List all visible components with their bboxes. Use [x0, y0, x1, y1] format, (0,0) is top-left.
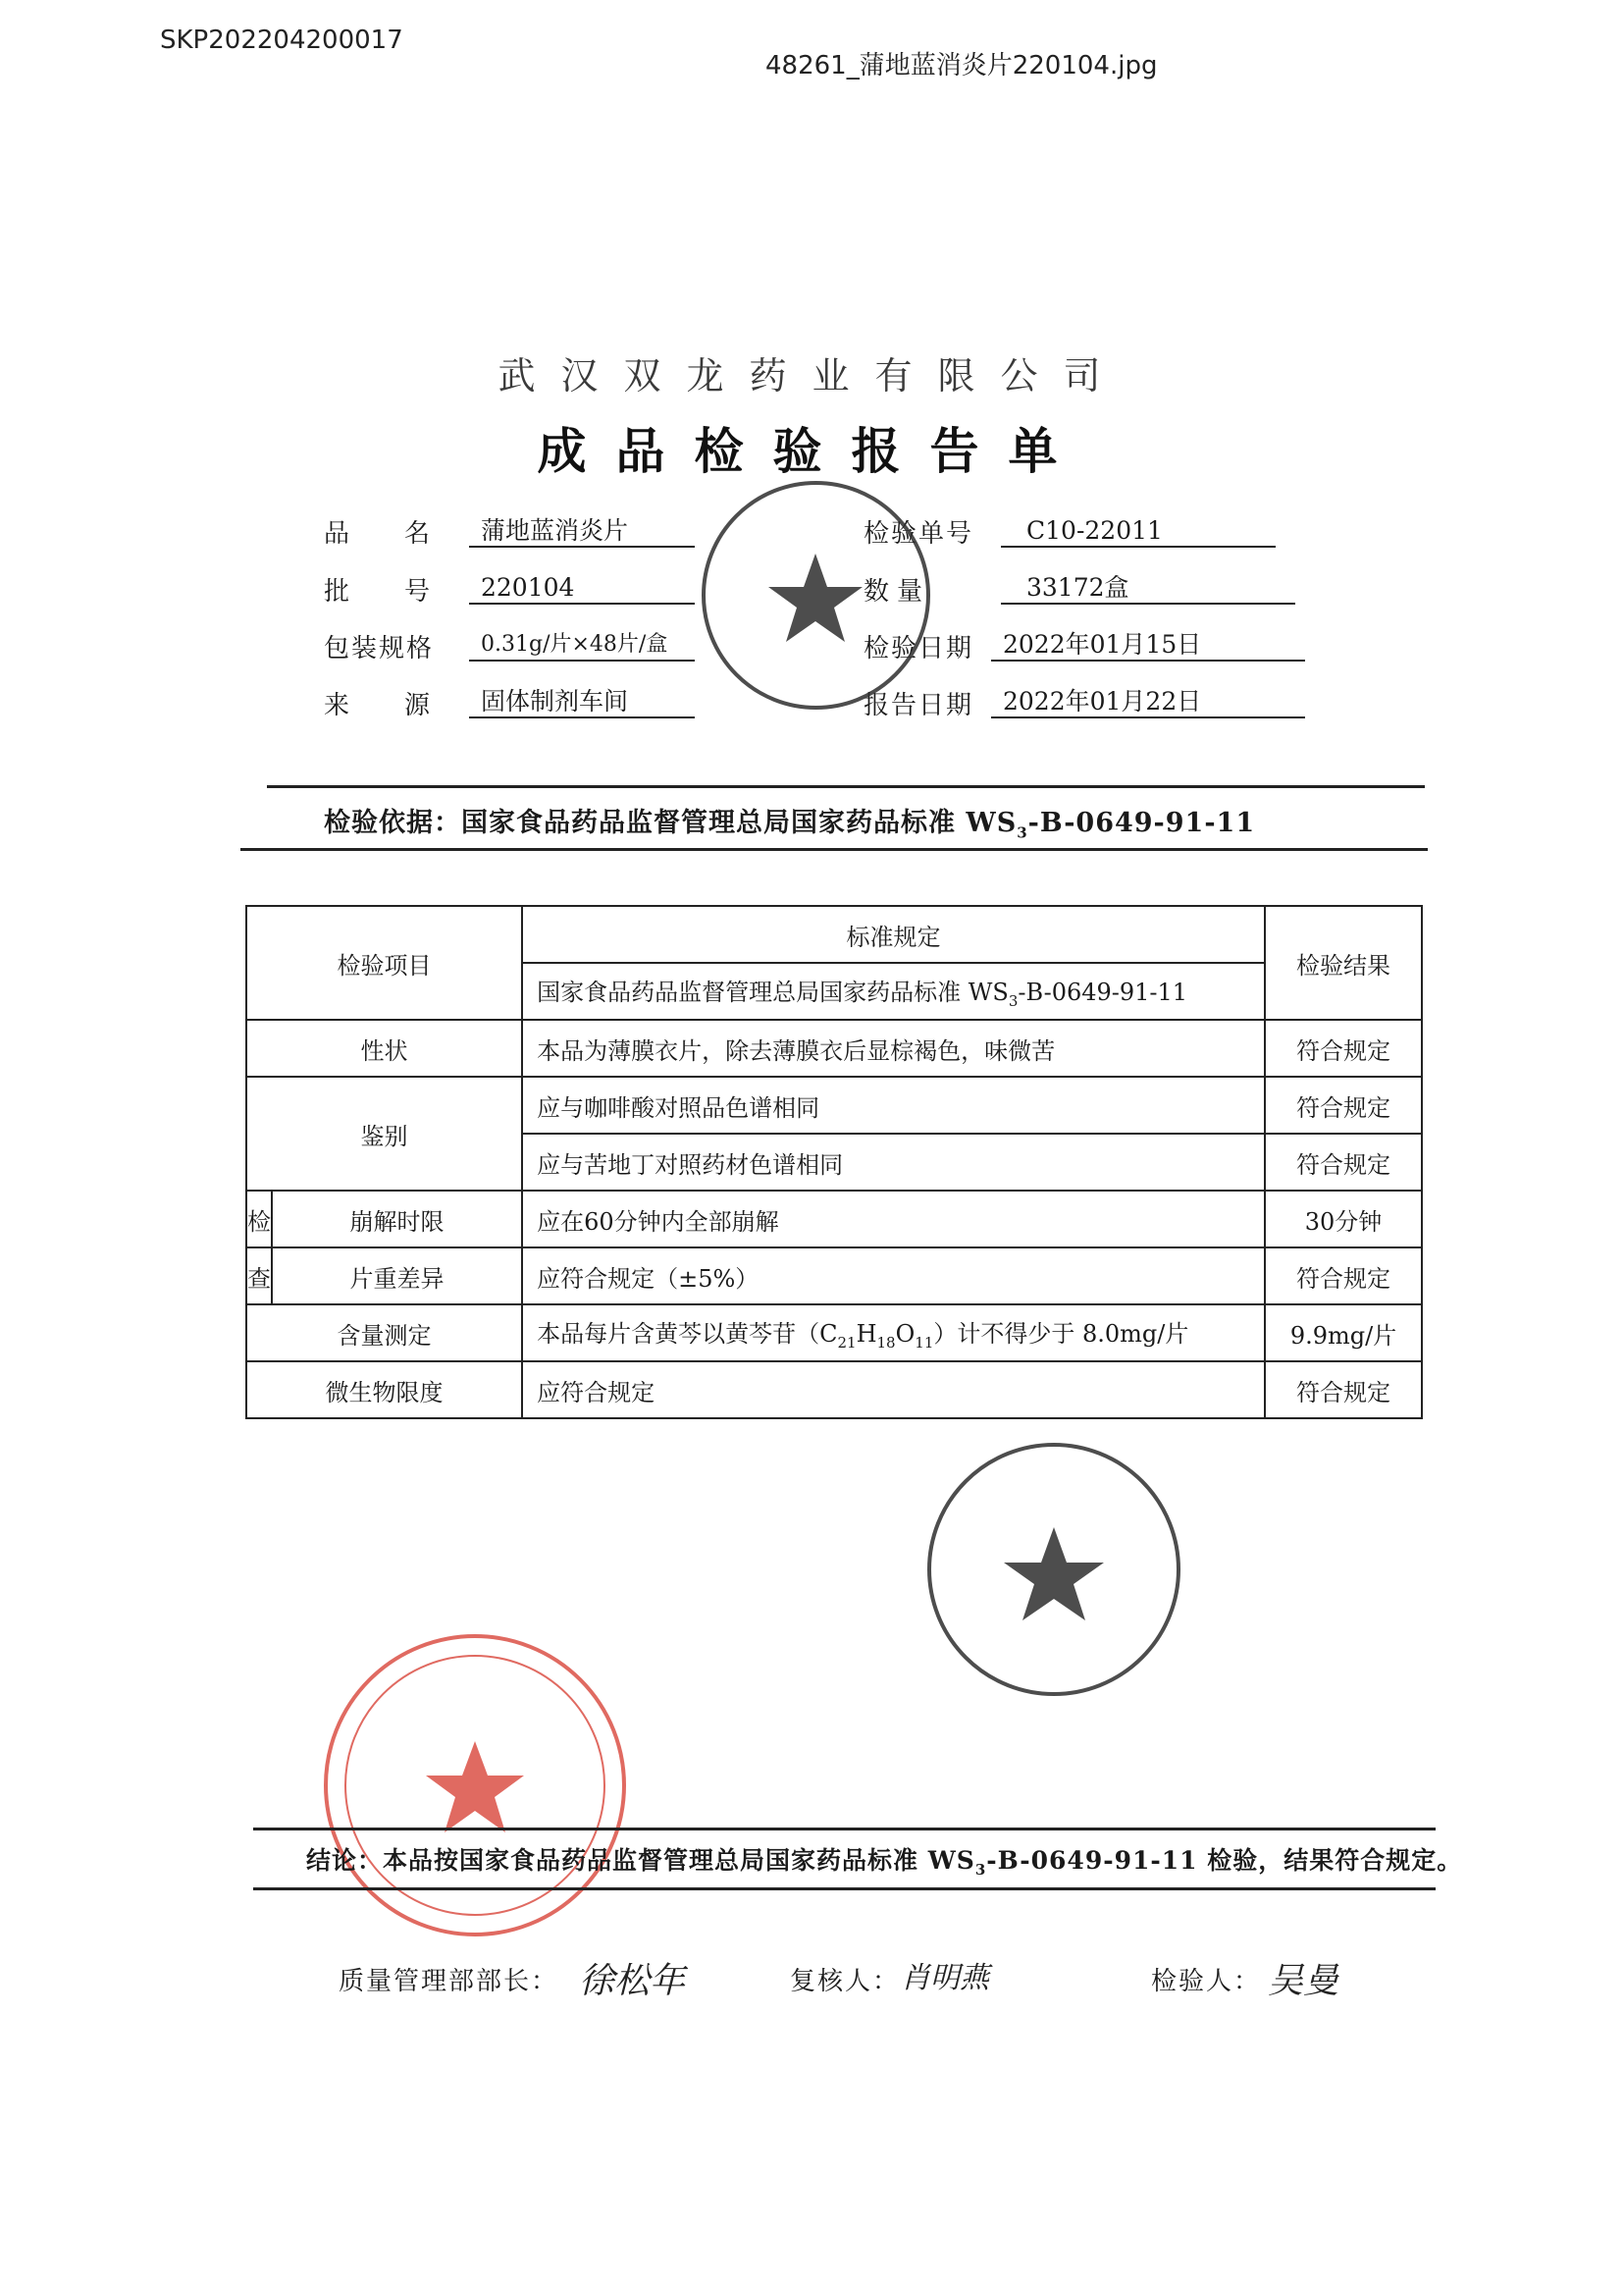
table-row: [246, 1077, 1422, 1134]
test-date-label: 检验日期: [864, 634, 974, 663]
star-icon: [931, 1447, 1177, 1692]
report-no-value: C10-22011: [1001, 514, 1276, 548]
col-item-header: 检验项目: [246, 906, 522, 1020]
col-standard-header: 标准规定: [522, 906, 1265, 963]
conclusion-text-b: -B-0649-91-11 检验，结果符合规定。: [986, 1846, 1463, 1875]
source-label: 来源: [324, 691, 486, 720]
qa-head-signature: 徐松年: [579, 1961, 686, 2001]
report-no-label: 检验单号: [864, 519, 974, 549]
report-date-label: 报告日期: [864, 691, 974, 720]
col-result-header: 检验结果: [1265, 906, 1422, 1020]
inspector-signature: 吴曼: [1268, 1961, 1339, 2001]
basis-text: 国家食品药品监督管理总局国家药品标准 WS: [461, 808, 1018, 838]
basis-sub: 3: [1017, 823, 1028, 842]
basis-text-b: -B-0649-91-11: [1027, 808, 1256, 838]
package-value: 0.31g/片×48片/盒: [469, 628, 695, 662]
table-row: [246, 1304, 1422, 1361]
row-standard: 本品每片含黄芩以黄芩苷$(C_{21}H_{18}O_{11})$计不得少于 8.0mg/片: [522, 1304, 1265, 1361]
inspection-stamp-header: [702, 481, 930, 710]
row-item: 鉴别: [246, 1077, 522, 1191]
red-seal: [324, 1634, 626, 1936]
row-result: 符合规定: [1265, 1134, 1422, 1191]
row-item: 含量测定: [246, 1304, 522, 1361]
row-result: 符合规定: [1265, 1361, 1422, 1418]
scan-filename: 48261_蒲地蓝消炎片220104.jpg: [765, 51, 1158, 80]
row-item: 性状: [246, 1020, 522, 1077]
inspection-stamp: [927, 1443, 1180, 1696]
row-result: 符合规定: [1265, 1247, 1422, 1304]
test-date-value: 2022年01月15日: [991, 628, 1305, 662]
package-label: 包装规格: [324, 634, 435, 663]
report-date-value: 2022年01月22日: [991, 685, 1305, 718]
row-item: 微生物限度: [246, 1361, 522, 1418]
row-group-char: 检: [246, 1191, 272, 1247]
basis-rule-top: [267, 785, 1425, 788]
row-standard: 应符合规定: [522, 1361, 1265, 1418]
conclusion-rule-bottom: [253, 1887, 1436, 1890]
table-header-row: [246, 906, 1422, 963]
table-row: [246, 1247, 1422, 1304]
row-item: 片重差异: [272, 1247, 522, 1304]
conclusion: [306, 1841, 1462, 1879]
row-group-char: 查: [246, 1247, 272, 1304]
report-title: 成品检验报告单: [537, 422, 1087, 480]
reviewer-label: 复核人：: [790, 1967, 901, 1996]
basis-rule-bottom: [240, 848, 1428, 851]
row-standard: 应与苦地丁对照药材色谱相同: [522, 1134, 1265, 1191]
reviewer-signature: 肖明燕: [901, 1961, 989, 1995]
row-standard: 应与咖啡酸对照品色谱相同: [522, 1077, 1265, 1134]
product-name-value: 蒲地蓝消炎片: [469, 514, 695, 548]
batch-label: 批号: [324, 577, 486, 607]
row-result: 9.9mg/片: [1265, 1304, 1422, 1361]
star-icon: [706, 485, 926, 706]
row-standard: 本品为薄膜衣片，除去薄膜衣后显棕褐色，味微苦: [522, 1020, 1265, 1077]
conclusion-label: 结论：: [306, 1846, 384, 1875]
source-value: 固体制剂车间: [469, 685, 695, 718]
batch-value: 220104: [469, 571, 695, 605]
qa-head-label: 质量管理部部长：: [339, 1967, 559, 1996]
row-result: 符合规定: [1265, 1077, 1422, 1134]
row-item: 崩解时限: [272, 1191, 522, 1247]
conclusion-rule-top: [253, 1828, 1436, 1830]
scan-doc-id: SKP202204200017: [160, 26, 403, 55]
table-row: [246, 1020, 1422, 1077]
row-standard: 应在60分钟内全部崩解: [522, 1191, 1265, 1247]
table-row: [246, 1191, 1422, 1247]
results-table: [245, 905, 1423, 1419]
row-standard: 应符合规定（±5%）: [522, 1247, 1265, 1304]
basis-label: 检验依据：: [324, 808, 461, 838]
inspection-basis: [324, 801, 1255, 841]
company-name: 武汉双龙药业有限公司: [498, 354, 1126, 398]
inspector-label: 检验人：: [1151, 1967, 1262, 1996]
product-name-label: 品名: [324, 519, 486, 549]
row-result: 符合规定: [1265, 1020, 1422, 1077]
conclusion-sub: 3: [974, 1861, 987, 1879]
col-standard-subheader: 国家食品药品监督管理总局国家药品标准 $WS_3-B-0649-91-11$: [522, 963, 1265, 1020]
row-result: 30分钟: [1265, 1191, 1422, 1247]
conclusion-text: 本品按国家食品药品监督管理总局国家药品标准 WS: [383, 1846, 975, 1875]
quantity-value: 33172盒: [1001, 571, 1295, 605]
quantity-label: 数量: [864, 577, 931, 607]
table-row: [246, 1361, 1422, 1418]
